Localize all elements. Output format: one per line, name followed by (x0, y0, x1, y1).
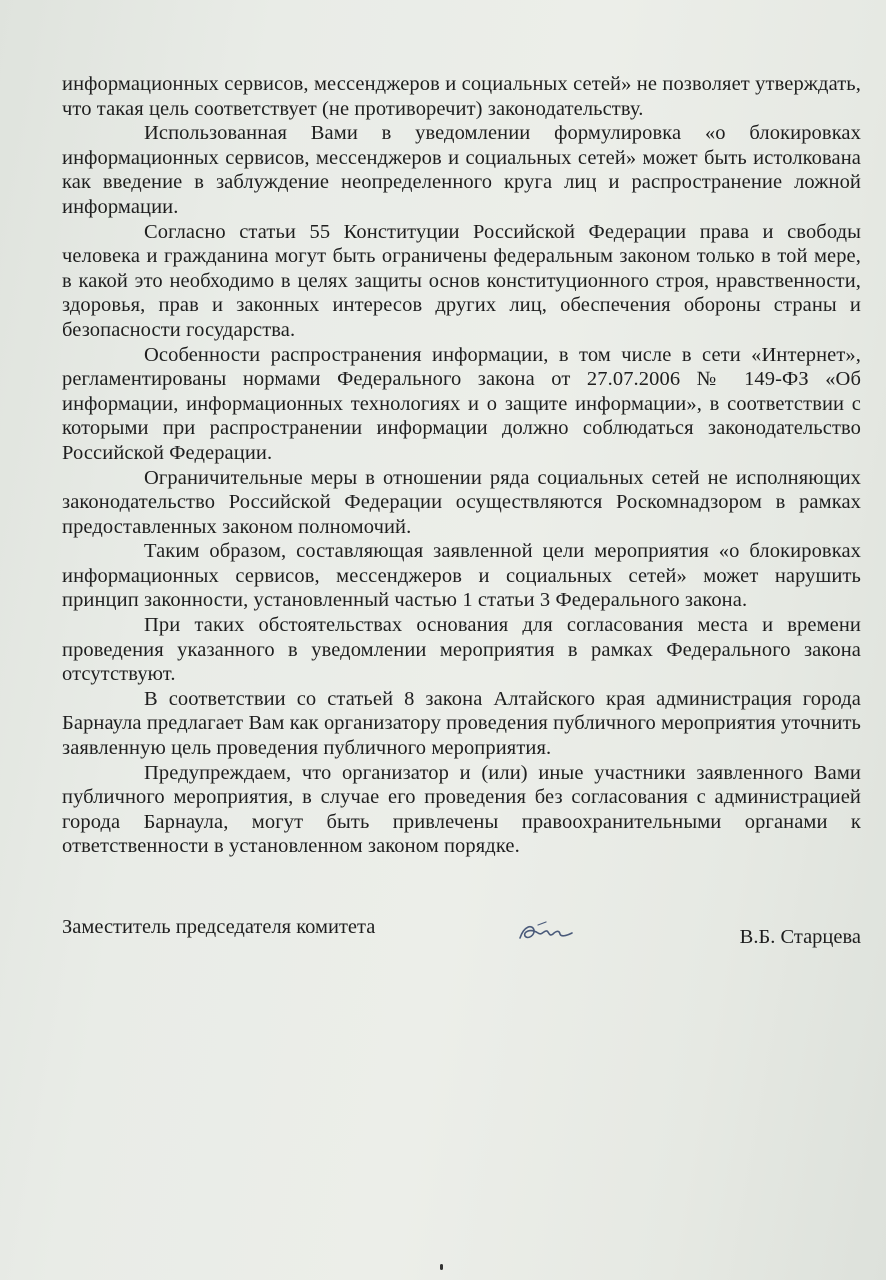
paragraph-5: Ограничительные меры в отношении ряда социальных сетей не исполняющих законодательство Российской Федерации осуществляются Роскомнадзором в рамках предоставленных законом полномочий. (62, 466, 861, 538)
paragraph-8: В соответствии со статьей 8 закона Алтайского края администрация города Барнаула предлагает Вам как организатору проведения публичного мероприятия уточнить заявленную цель проведения публичного мероприятия. (62, 687, 862, 760)
paper-speck (440, 1264, 443, 1270)
paragraph-7: При таких обстоятельствах основания для согласования места и времени проведения указанного в уведомлении мероприятия в рамках Федерального закона отсутствуют. (62, 614, 861, 686)
paragraph-3: Согласно статьи 55 Конституции Российской Федерации права и свободы человека и гражданина могут быть ограничены федеральным законом только в той мере, в какой это необходимо в целях защиты основ конституционного строя, нравственности, здоровья, прав и законных интересов других лиц, обеспечения обороны страны и безопасности государства. (62, 220, 861, 341)
letter-body (62, 72, 861, 859)
paragraph-1: информационных сервисов, мессенджеров и социальных сетей» не позволяет утверждать, что такая цель соответствует (не противоречит) законодательству. (62, 73, 861, 120)
signature-block (62, 912, 861, 962)
paragraph-9: Предупреждаем, что организатор и (или) иные участники заявленного Вами публичного мероприятия, в случае его проведения без согласования с администрацией города Барнаула, могут быть привлечены правоохранительными органами к ответственности в установленном законом порядке. (62, 761, 861, 858)
paragraph-4: Особенности распространения информации, в том числе в сети «Интернет», регламентированы нормами Федерального закона от 27.07.2006 № 149-ФЗ «Об информации, информационных технологиях и о защите информации», в соответствии с которыми при распространении информации должно соблюдаться законодательство Российской Федерации. (62, 343, 861, 464)
paragraph-2: Использованная Вами в уведомлении формулировка «о блокировках информационных сервисов, мессенджеров и социальных сетей» может быть истолкована как введение в заблуждение неопределенного круга лиц и распространение ложной информации. (62, 122, 861, 218)
signatory-name: В.Б. Старцева (739, 926, 861, 948)
signatory-title: Заместитель председателя комитета (62, 916, 376, 938)
handwritten-signature-icon (516, 916, 586, 946)
paragraph-6: Таким образом, составляющая заявленной цели мероприятия «о блокировках информационных сервисов, мессенджеров и социальных сетей» может нарушить принцип законности, установленный частью 1 статьи 3 Федерального закона. (62, 540, 861, 612)
